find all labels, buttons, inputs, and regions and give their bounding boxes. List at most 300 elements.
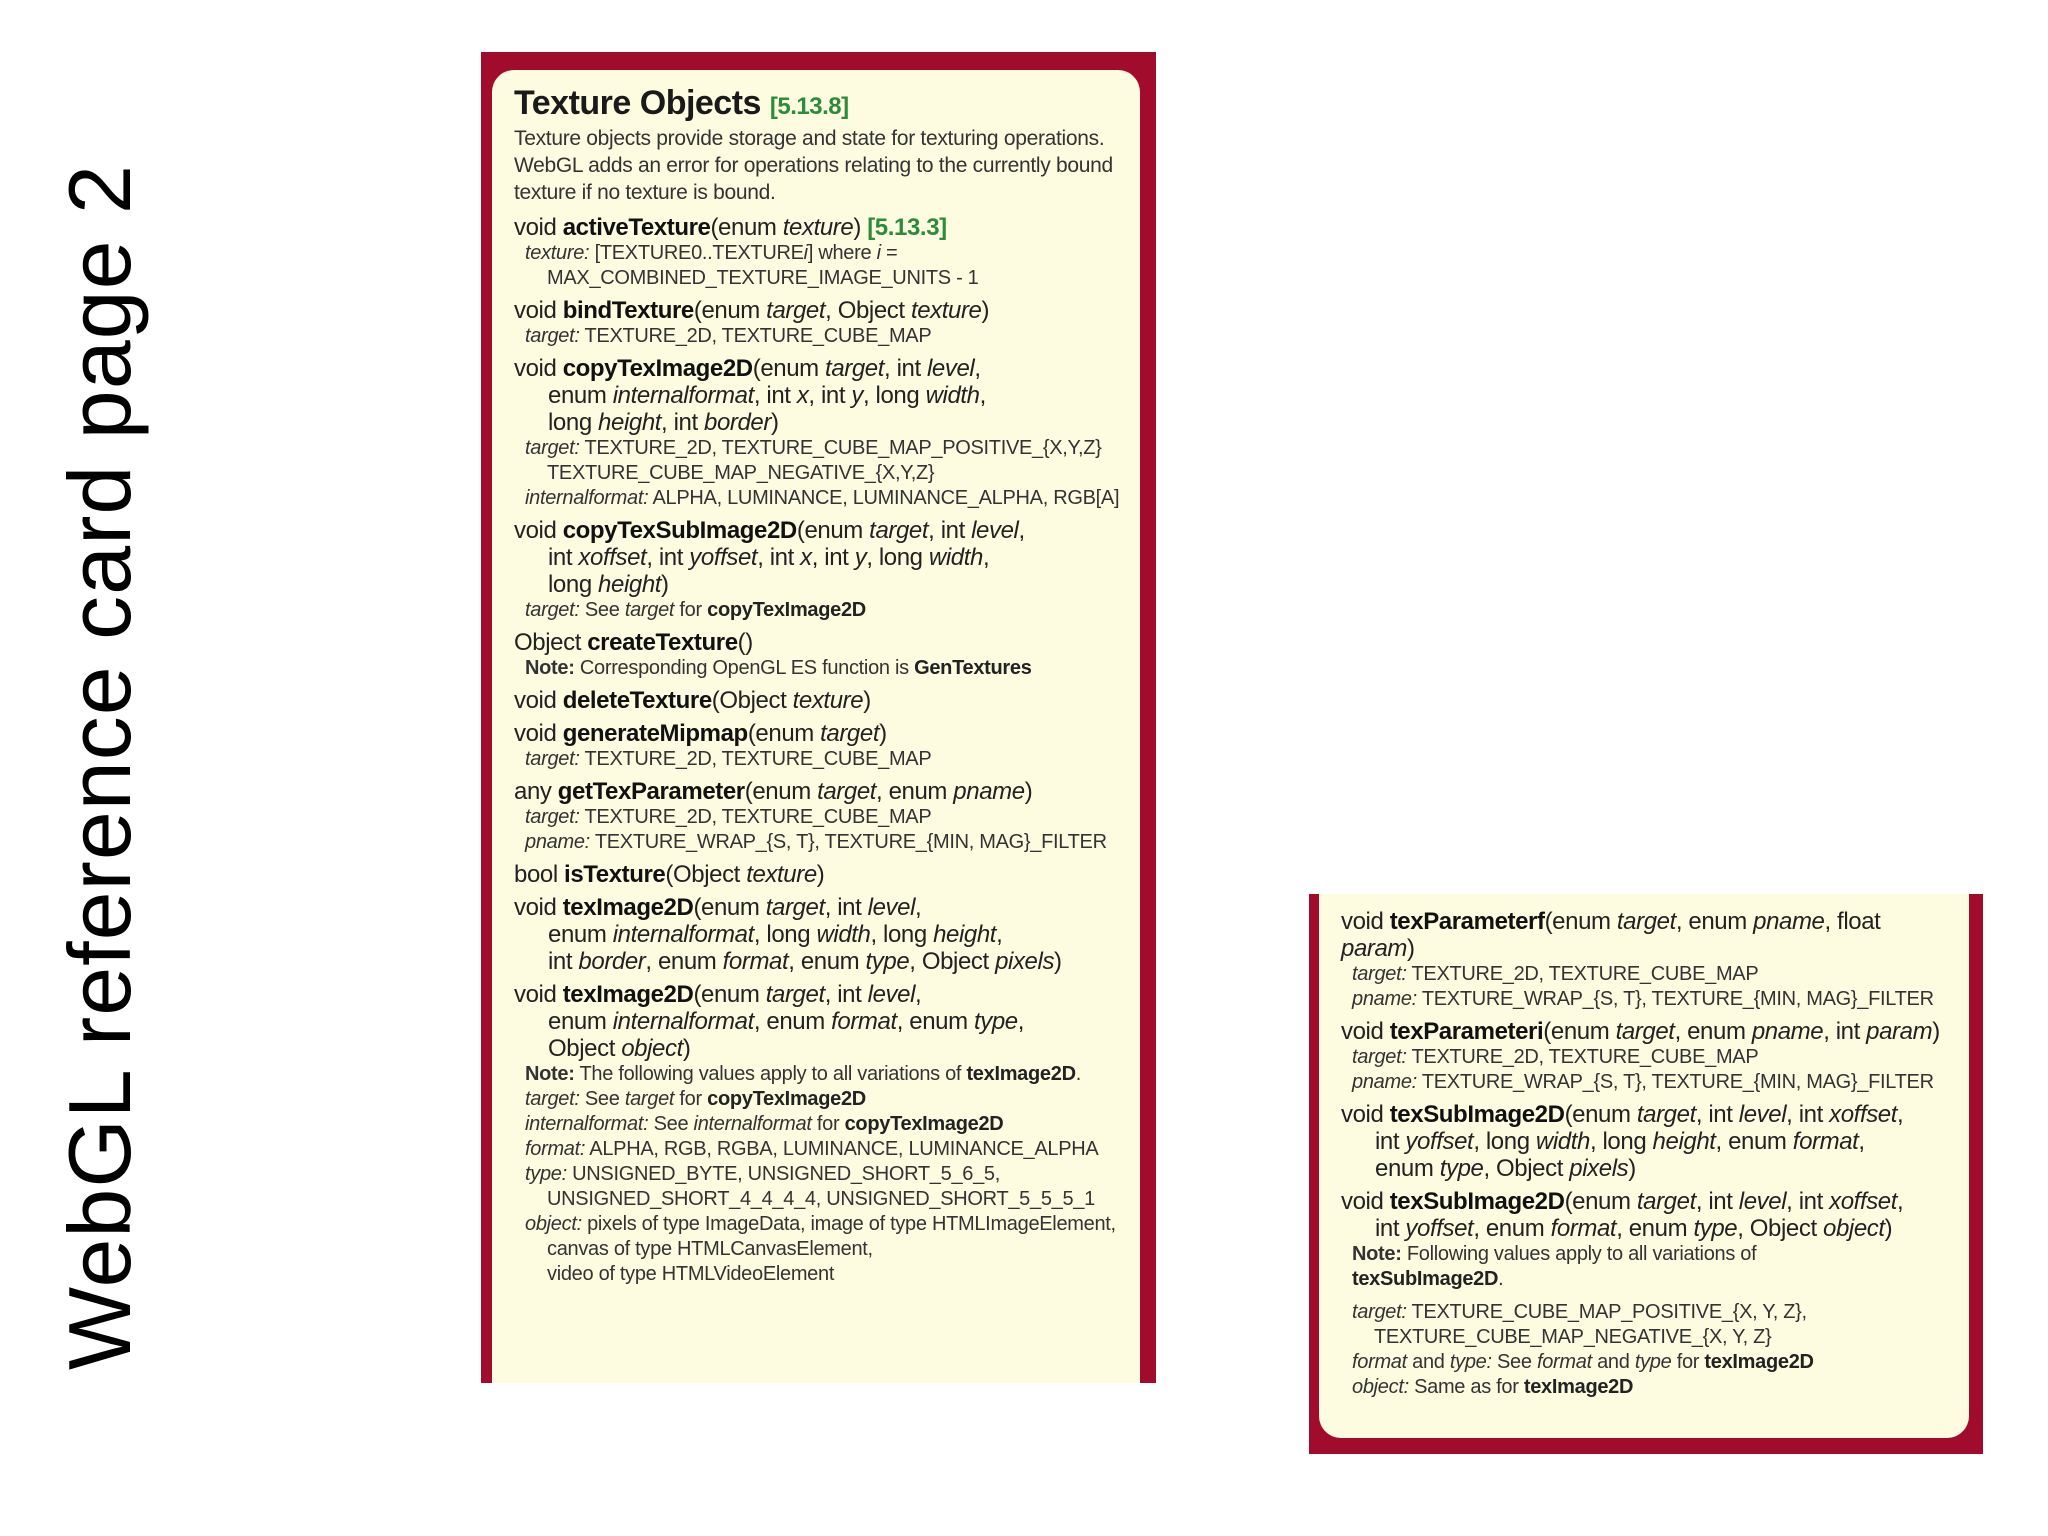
param-text: ALPHA, LUMINANCE, LUMINANCE_ALPHA, RGB[A] <box>648 487 1120 509</box>
sig-part: , int <box>757 544 801 571</box>
param-label: internalformat: <box>525 487 649 509</box>
sig-part: , int <box>1786 1188 1830 1215</box>
param-object <box>514 1212 1120 1287</box>
param-text: TEXTURE_2D, TEXTURE_CUBE_MAP <box>1406 963 1759 985</box>
return-type: any <box>514 778 558 805</box>
function-name: texImage2D <box>562 894 694 921</box>
param-name: target <box>817 778 877 805</box>
function-name: copyTexSubImage2D <box>562 517 797 544</box>
return-type: bool <box>514 861 565 888</box>
sig-part: , <box>1018 517 1025 544</box>
param-text: TEXTURE_2D, TEXTURE_CUBE_MAP_POSITIVE_{X,Y,Z} <box>579 437 1102 459</box>
param-name: y <box>854 544 867 571</box>
note-label: Note: <box>1352 1243 1402 1265</box>
return-type: void <box>514 687 563 714</box>
param-label: pname: <box>525 831 590 853</box>
param-text: Same as for <box>1408 1376 1524 1398</box>
param-name: xoffset <box>1829 1101 1898 1128</box>
param-label: target: <box>525 599 580 621</box>
sig-part: , Object <box>825 297 911 324</box>
signature <box>514 778 1120 805</box>
sig-part: ) <box>770 409 779 436</box>
sig-part: (enum <box>796 517 870 544</box>
function-name: activeTexture <box>562 214 711 241</box>
return-type: void <box>514 720 563 747</box>
sig-part: ) <box>1932 1018 1940 1045</box>
sig-part: , long <box>870 921 934 948</box>
param-name: texture <box>746 861 817 888</box>
param-name: target <box>1616 908 1676 935</box>
reference-card-tex-parameters <box>1309 894 1983 1454</box>
sig-part: ) <box>682 1035 691 1062</box>
param-italic: target <box>624 1088 675 1110</box>
param-text: and <box>1591 1351 1635 1373</box>
entry-tex-parameterf <box>1341 908 1949 1012</box>
function-ref: texImage2D <box>1704 1351 1814 1373</box>
param-name: xoffset <box>578 544 647 571</box>
function-ref: copyTexImage2D <box>707 599 866 621</box>
param-name: target <box>1636 1188 1696 1215</box>
sig-part: , enum <box>1674 1018 1752 1045</box>
return-type: void <box>1341 1101 1390 1128</box>
note-text: Corresponding OpenGL ES function is <box>574 657 915 679</box>
param-label: target: <box>525 325 580 347</box>
param-pname <box>1341 1070 1949 1095</box>
reference-card-texture-objects <box>481 52 1156 1383</box>
param-label: pname: <box>1352 988 1417 1010</box>
function-ref: copyTexImage2D <box>844 1113 1004 1135</box>
sig-part: long <box>548 409 599 436</box>
param-name: pixels <box>1569 1155 1629 1182</box>
function-name: texImage2D <box>562 981 694 1008</box>
param-name: format <box>831 1008 897 1035</box>
sig-part: enum <box>548 382 613 409</box>
param-target <box>1341 962 1949 987</box>
sig-part: , enum <box>896 1008 974 1035</box>
param-text: See <box>579 1088 625 1110</box>
sig-line-2 <box>514 1008 1120 1035</box>
param-text: TEXTURE_2D, TEXTURE_CUBE_MAP <box>1406 1046 1759 1068</box>
param-name: internalformat <box>612 1008 754 1035</box>
function-name: texSubImage2D <box>1389 1101 1565 1128</box>
param-pname <box>514 830 1120 855</box>
signature <box>514 355 1120 436</box>
function-name: isTexture <box>564 861 666 888</box>
sig-part: int <box>548 544 579 571</box>
entry-delete-texture <box>514 687 1120 714</box>
signature <box>514 861 1120 888</box>
param-continuation: UNSIGNED_SHORT_4_4_4_4, UNSIGNED_SHORT_5_5_5_1 <box>547 1188 1095 1210</box>
sig-part: ) <box>1054 948 1062 975</box>
param-label: target: <box>525 437 580 459</box>
sig-part: , <box>1897 1101 1904 1128</box>
sig-part: , enum <box>1473 1215 1551 1242</box>
function-ref: texImage2D <box>966 1063 1076 1085</box>
param-text: See <box>1491 1351 1537 1373</box>
param-label: internalformat: <box>525 1113 649 1135</box>
signature <box>514 297 1120 324</box>
param-name: level <box>1738 1188 1787 1215</box>
entry-copy-tex-sub-image-2d <box>514 517 1120 623</box>
param-name: level <box>1738 1101 1787 1128</box>
param-name: target <box>765 894 825 921</box>
sig-part: , long <box>866 544 929 571</box>
note-text: . <box>1075 1063 1081 1085</box>
sig-part: , int <box>824 894 868 921</box>
sig-part: , enum <box>753 1008 832 1035</box>
sig-part: enum <box>1375 1155 1440 1182</box>
sig-part: , enum <box>645 948 723 975</box>
param-name: texture <box>792 687 864 714</box>
param-name: pname <box>1753 908 1825 935</box>
param-target <box>514 805 1120 830</box>
entry-tex-image-2d-pixels <box>514 894 1120 975</box>
sig-part: ) <box>1407 935 1415 962</box>
sig-part: , int <box>661 409 704 436</box>
signature <box>1341 1101 1949 1182</box>
sig-line-2 <box>1341 1128 1949 1155</box>
param-name: level <box>926 355 975 382</box>
param-name: y <box>851 382 863 409</box>
param-name: type <box>1693 1215 1738 1242</box>
sig-part: (enum <box>744 778 818 805</box>
param-text: TEXTURE_2D, TEXTURE_CUBE_MAP <box>579 748 932 770</box>
note-text: . <box>1498 1268 1504 1290</box>
sig-part: ) <box>816 861 825 888</box>
param-name: yoffset <box>1405 1215 1474 1242</box>
param-name: internalformat <box>612 921 754 948</box>
sig-part: ) <box>1024 778 1033 805</box>
param-label: format: <box>525 1138 586 1160</box>
return-type: void <box>514 981 563 1008</box>
sig-line-2 <box>514 544 1120 571</box>
param-name: border <box>704 409 771 436</box>
param-label: type: <box>525 1163 567 1185</box>
param-name: level <box>971 517 1019 544</box>
sig-part: , enum <box>788 948 866 975</box>
sig-part: , int <box>808 382 852 409</box>
param-label: pname: <box>1352 1071 1417 1093</box>
param-text: TEXTURE_2D, TEXTURE_CUBE_MAP <box>579 806 932 828</box>
param-text: ALPHA, RGB, RGBA, LUMINANCE, LUMINANCE_ALPHA <box>585 1138 1099 1160</box>
entry-tex-image-2d-object <box>514 981 1120 1287</box>
sig-part: , <box>915 981 922 1008</box>
signature <box>514 894 1120 975</box>
function-name: getTexParameter <box>557 778 745 805</box>
param-continuation: TEXTURE_CUBE_MAP_NEGATIVE_{X,Y,Z} <box>547 462 935 484</box>
sig-part: (Object <box>711 687 793 714</box>
param-name: target <box>1636 1101 1696 1128</box>
sig-part: , <box>1897 1188 1904 1215</box>
sig-part: int <box>1375 1215 1406 1242</box>
sig-part: , <box>982 544 990 571</box>
param-name: x <box>800 544 812 571</box>
signature <box>1341 1188 1949 1242</box>
sig-part: ) <box>981 297 990 324</box>
note-text: Following values apply to all variations of <box>1401 1243 1757 1265</box>
param-name: yoffset <box>1405 1128 1474 1155</box>
param-name: format <box>722 948 789 975</box>
sig-part: int <box>548 948 579 975</box>
param-name: internalformat <box>612 382 754 409</box>
sig-line-2 <box>514 382 1120 409</box>
return-type: void <box>1341 1188 1390 1215</box>
param-label: type: <box>1449 1351 1492 1373</box>
sig-part: , long <box>1589 1128 1653 1155</box>
sig-part: () <box>737 629 753 656</box>
param-italic: type <box>1634 1351 1672 1373</box>
param-text: for <box>674 1088 708 1110</box>
return-type: void <box>514 214 563 241</box>
note <box>514 656 1120 681</box>
sig-part: (enum <box>1564 1101 1637 1128</box>
param-name: width <box>1535 1128 1590 1155</box>
param-name: texture <box>910 297 982 324</box>
param-text: See <box>579 599 625 621</box>
sig-part: int <box>1375 1128 1406 1155</box>
param-label: target: <box>525 806 580 828</box>
param-label: object: <box>1352 1376 1409 1398</box>
param-text: and <box>1406 1351 1450 1373</box>
return-type: void <box>514 894 563 921</box>
sig-line-3 <box>514 1035 1120 1062</box>
param-continuation: video of type HTMLVideoElement <box>547 1263 835 1285</box>
function-ref: texImage2D <box>1523 1376 1634 1398</box>
function-ref: copyTexImage2D <box>707 1088 866 1110</box>
param-name: level <box>867 894 916 921</box>
param-name: pname <box>1751 1018 1824 1045</box>
param-name: param <box>1866 1018 1933 1045</box>
param-format-type <box>1341 1350 1949 1375</box>
signature <box>514 687 1120 714</box>
slide-title: WebGL reference card page 2 <box>50 164 149 1370</box>
sig-line-2 <box>1341 1215 1949 1242</box>
param-name: texture <box>782 214 854 241</box>
param-name: width <box>928 544 983 571</box>
param-name: object <box>1823 1215 1885 1242</box>
sig-part: ) <box>1884 1215 1893 1242</box>
param-name: type <box>1439 1155 1484 1182</box>
function-name: createTexture <box>587 629 738 656</box>
param-label: target: <box>525 1088 580 1110</box>
param-text: TEXTURE_WRAP_{S, T}, TEXTURE_{MIN, MAG}_FILTER <box>1416 1071 1934 1093</box>
sig-part: , int <box>928 517 972 544</box>
param-texture <box>514 241 1120 291</box>
signature <box>514 629 1120 656</box>
param-pname <box>1341 987 1949 1012</box>
sig-part: , <box>1017 1008 1025 1035</box>
param-text: for <box>1671 1351 1705 1373</box>
sig-part: , int <box>646 544 690 571</box>
param-italic: format <box>1536 1351 1592 1373</box>
param-internalformat <box>514 486 1120 511</box>
signature <box>1341 1018 1949 1045</box>
sig-part: , long <box>1473 1128 1536 1155</box>
entry-bind-texture <box>514 297 1120 349</box>
param-text: TEXTURE_WRAP_{S, T}, TEXTURE_{MIN, MAG}_FILTER <box>1416 988 1934 1010</box>
entry-tex-sub-image-2d-pixels <box>1341 1101 1949 1182</box>
sig-part: , <box>979 382 986 409</box>
param-name: object <box>621 1035 683 1062</box>
entry-generate-mipmap <box>514 720 1120 772</box>
return-type: void <box>514 355 563 382</box>
sig-part: enum <box>548 1008 613 1035</box>
sig-line-3 <box>514 948 1120 975</box>
param-target <box>1341 1045 1949 1070</box>
param-object <box>1341 1375 1949 1400</box>
param-name: target <box>869 517 929 544</box>
param-name: target <box>825 355 885 382</box>
sig-part: , int <box>1823 1018 1867 1045</box>
sig-line-3 <box>514 571 1120 598</box>
sig-part: , long <box>862 382 926 409</box>
sig-part: , int <box>1786 1101 1830 1128</box>
param-format <box>514 1137 1120 1162</box>
param-label: target: <box>525 748 580 770</box>
entry-create-texture <box>514 629 1120 681</box>
sig-part: (enum <box>693 981 766 1008</box>
sig-part: , int <box>1695 1188 1739 1215</box>
param-text: TEXTURE_CUBE_MAP_POSITIVE_{X, Y, Z}, <box>1406 1301 1807 1323</box>
sig-part: (enum <box>1544 908 1617 935</box>
param-name: height <box>598 571 662 598</box>
sig-part: , <box>974 355 981 382</box>
entry-tex-sub-image-2d-object <box>1341 1188 1949 1400</box>
note <box>1341 1242 1949 1292</box>
sig-part: (enum <box>693 894 766 921</box>
sig-part: , <box>915 894 922 921</box>
sig-part: , <box>996 921 1003 948</box>
sig-part: , enum <box>876 778 954 805</box>
section-title <box>514 84 1120 123</box>
param-italic: internalformat <box>693 1113 812 1135</box>
sig-part: , Object <box>909 948 996 975</box>
param-text: pixels of type ImageData, image of type HTMLImageElement, <box>581 1213 1116 1235</box>
sig-part: , int <box>1695 1101 1739 1128</box>
param-target <box>514 598 1120 623</box>
sig-part: , int <box>884 355 927 382</box>
function-ref: texSubImage2D <box>1352 1268 1499 1290</box>
sig-part: ) <box>1628 1155 1636 1182</box>
param-name: param <box>1341 935 1408 962</box>
param-text: UNSIGNED_BYTE, UNSIGNED_SHORT_5_6_5, <box>566 1163 1000 1185</box>
param-name: width <box>925 382 980 409</box>
function-ref: GenTextures <box>914 657 1032 679</box>
return-type: Object <box>514 629 588 656</box>
sig-part: , int <box>811 544 855 571</box>
param-name: height <box>598 409 662 436</box>
sig-part: (enum <box>1564 1188 1637 1215</box>
section-title-text: Texture Objects <box>514 84 761 122</box>
param-target <box>514 324 1120 349</box>
param-name: height <box>933 921 997 948</box>
param-name: level <box>867 981 916 1008</box>
signature <box>514 981 1120 1062</box>
sig-part: , <box>1858 1128 1865 1155</box>
function-name: texParameterf <box>1389 908 1545 935</box>
entry-is-texture <box>514 861 1120 888</box>
sig-part: , int <box>753 382 797 409</box>
sig-part: (enum <box>752 355 826 382</box>
param-name: type <box>865 948 910 975</box>
sig-line-3 <box>514 409 1120 436</box>
param-name: x <box>796 382 809 409</box>
param-internalformat <box>514 1112 1120 1137</box>
param-name: target <box>1615 1018 1675 1045</box>
sig-part: (enum <box>710 214 783 241</box>
param-continuation: canvas of type HTMLCanvasElement, <box>547 1238 873 1260</box>
param-target <box>1341 1300 1949 1350</box>
sig-part: , Object <box>1483 1155 1570 1182</box>
sig-part: ) <box>661 571 669 598</box>
entry-tex-parameteri <box>1341 1018 1949 1095</box>
param-name: type <box>973 1008 1018 1035</box>
param-text: for <box>674 599 708 621</box>
param-name: target <box>765 981 825 1008</box>
section-ref: [5.13.3] <box>867 214 947 241</box>
entry-get-tex-parameter <box>514 778 1120 855</box>
sig-part: , Object <box>1737 1215 1823 1242</box>
param-label: target: <box>1352 1046 1407 1068</box>
sig-part: Object <box>548 1035 622 1062</box>
function-name: copyTexImage2D <box>562 355 753 382</box>
param-label: format <box>1352 1351 1407 1373</box>
sig-part: (enum <box>693 297 767 324</box>
param-name: format <box>1792 1128 1859 1155</box>
param-label: target: <box>1352 1301 1407 1323</box>
param-name: xoffset <box>1829 1188 1898 1215</box>
sig-part: , int <box>824 981 868 1008</box>
param-name: border <box>578 948 646 975</box>
sig-part: (Object <box>665 861 747 888</box>
function-name: texParameteri <box>1389 1018 1544 1045</box>
param-text: [TEXTURE0..TEXTURE <box>589 242 804 264</box>
sig-part: , enum <box>1616 1215 1694 1242</box>
param-name: width <box>816 921 871 948</box>
param-name: format <box>1550 1215 1617 1242</box>
section-description: Texture objects provide storage and state for texturing operations. WebGL adds an error for operations relating to the currently bound texture if no texture is bound. <box>514 127 1113 204</box>
entry-copy-tex-image-2d <box>514 355 1120 511</box>
param-italic: i <box>803 242 808 264</box>
signature <box>514 720 1120 747</box>
param-label: object: <box>525 1213 582 1235</box>
param-italic: target <box>624 599 675 621</box>
param-text: TEXTURE_WRAP_{S, T}, TEXTURE_{MIN, MAG}_FILTER <box>589 831 1107 853</box>
sig-part: (enum <box>1543 1018 1616 1045</box>
param-continuation: TEXTURE_CUBE_MAP_NEGATIVE_{X, Y, Z} <box>1374 1326 1772 1348</box>
signature <box>514 214 1120 241</box>
function-name: bindTexture <box>562 297 694 324</box>
note-text: The following values apply to all variations of <box>574 1063 967 1085</box>
sig-part: long <box>548 571 599 598</box>
entry-active-texture <box>514 214 1120 291</box>
card-panel <box>1319 894 1969 1438</box>
param-text: for <box>811 1113 845 1135</box>
param-type <box>514 1162 1120 1212</box>
return-type: void <box>514 517 563 544</box>
param-target <box>514 1087 1120 1112</box>
function-name: generateMipmap <box>562 720 748 747</box>
return-type: void <box>1341 908 1390 935</box>
param-target <box>514 747 1120 772</box>
sig-part: ) <box>853 214 868 241</box>
return-type: void <box>514 297 563 324</box>
sig-part: enum <box>548 921 613 948</box>
sig-line-2 <box>514 921 1120 948</box>
param-text: ] where <box>807 242 877 264</box>
param-continuation: MAX_COMBINED_TEXTURE_IMAGE_UNITS - 1 <box>547 267 979 289</box>
param-italic: i <box>876 242 881 264</box>
